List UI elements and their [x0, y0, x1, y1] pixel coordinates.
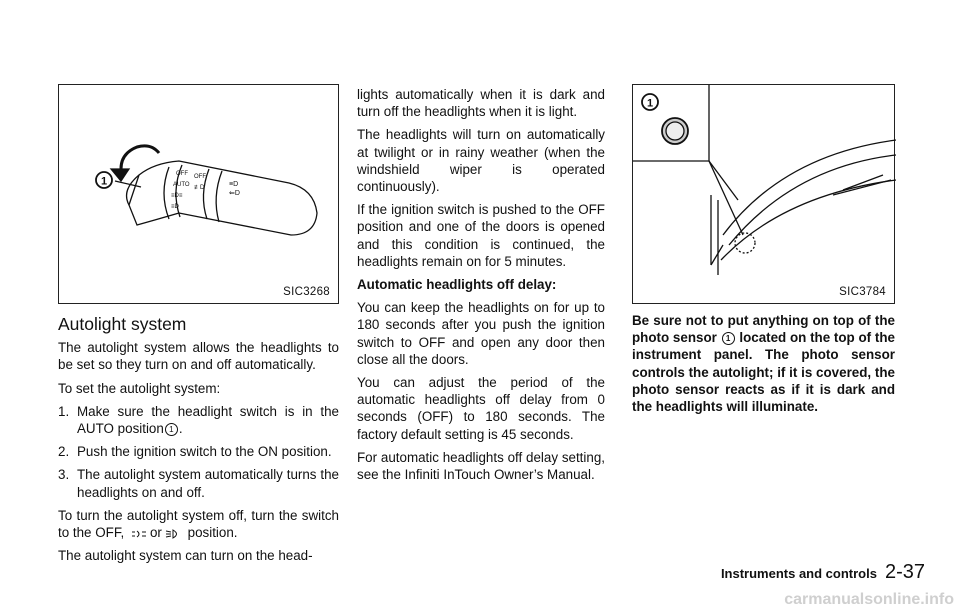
- step-number: 2.: [58, 444, 70, 460]
- step-text: Make sure the headlight switch is in the AUTO position: [77, 403, 339, 437]
- turn-off-text: To turn the autolight system off, turn the switch to the OFF,: [58, 507, 339, 541]
- marker-1-icon: 1: [165, 423, 178, 436]
- figure-code: SIC3268: [283, 286, 330, 298]
- step-text: The autolight system automatically turns the headlights on and off.: [77, 467, 339, 500]
- step-number: 3.: [58, 467, 70, 483]
- step-2: [58, 443, 339, 460]
- paragraph: If the ignition switch is pushed to the OFF position and one of the doors is opened and this condition is continued, the headlights remain on for 5 minutes.: [357, 202, 605, 269]
- paragraph: You can keep the headlights on for up to 180 seconds after you push the ignition switch to OFF and open any door then close all the doors.: [357, 300, 605, 367]
- paragraph: For automatic headlights off delay setting, see the Infiniti InTouch Owner’s Manual.: [357, 449, 605, 483]
- right-column: [632, 312, 895, 421]
- paragraph: The headlights will turn on automatically at twilight or in rainy weather (when the windshield wiper is operated continuously).: [357, 127, 605, 195]
- marker-1-icon: 1: [722, 332, 735, 345]
- step-suffix: .: [178, 421, 183, 437]
- left-column: [58, 316, 339, 570]
- section-heading: Autolight system: [58, 314, 187, 334]
- delay-heading: Automatic headlights off delay:: [357, 277, 557, 293]
- section-title: Instruments and controls: [720, 566, 877, 581]
- svg-text:≡D≡: ≡D≡: [171, 193, 183, 199]
- svg-text:≡D: ≡D: [229, 181, 239, 188]
- watermark: carmanualsonline.info: [784, 591, 954, 608]
- warning-paragraph: [632, 312, 895, 415]
- step-text: Push the ignition switch to the ON position.: [77, 444, 332, 460]
- paragraph: lights automatically when it is dark and turn off the headlights when it is light.: [357, 87, 605, 120]
- step-3: [58, 466, 339, 500]
- paragraph: You can adjust the period of the automatic headlights off delay from 0 seconds (OFF) to 180 seconds. The factory default setting is 45 seconds.: [357, 375, 605, 442]
- middle-column: [357, 86, 605, 489]
- svg-text:≢D: ≢D: [194, 185, 205, 191]
- page-number: 2-37: [884, 561, 925, 583]
- step-1: [58, 403, 339, 437]
- svg-text:≡D: ≡D: [171, 204, 179, 210]
- headlight-switch-illustration: [59, 85, 340, 305]
- can-turn-on-text: The autolight system can turn on the head-: [58, 548, 313, 564]
- svg-text:⇐D: ⇐D: [229, 190, 240, 197]
- position-text: position.: [187, 525, 238, 541]
- figure-code: SIC3784: [839, 286, 886, 298]
- photo-sensor-illustration: [633, 85, 896, 305]
- warning-text: located on the top of the instrument panel. The photo sensor controls the autolight; if it is covered, the photo sensor reacts as if it is dark and the headlights will illuminate.: [632, 330, 895, 415]
- marker-1-label: 1: [100, 175, 108, 188]
- step-number: 1.: [58, 403, 70, 419]
- parking-light-icon: [131, 529, 147, 539]
- svg-text:OFF: OFF: [194, 174, 206, 180]
- figure-photo-sensor: [632, 84, 895, 304]
- or-text: or: [149, 525, 162, 541]
- warning-text: Be sure not to put anything on top of the photo sensor: [632, 313, 895, 346]
- setup-title: To set the autolight system:: [58, 380, 221, 396]
- headlight-icon: [165, 529, 181, 539]
- svg-text:OFF: OFF: [176, 171, 188, 177]
- turn-off-paragraph: [58, 507, 339, 541]
- intro-paragraph: The autolight system allows the headlights to be set so they turn on and off automatically.: [58, 340, 339, 373]
- marker-1-label: 1: [646, 97, 654, 110]
- page-footer: [721, 561, 925, 584]
- svg-text:AUTO: AUTO: [173, 182, 190, 188]
- figure-headlight-switch: [58, 84, 339, 304]
